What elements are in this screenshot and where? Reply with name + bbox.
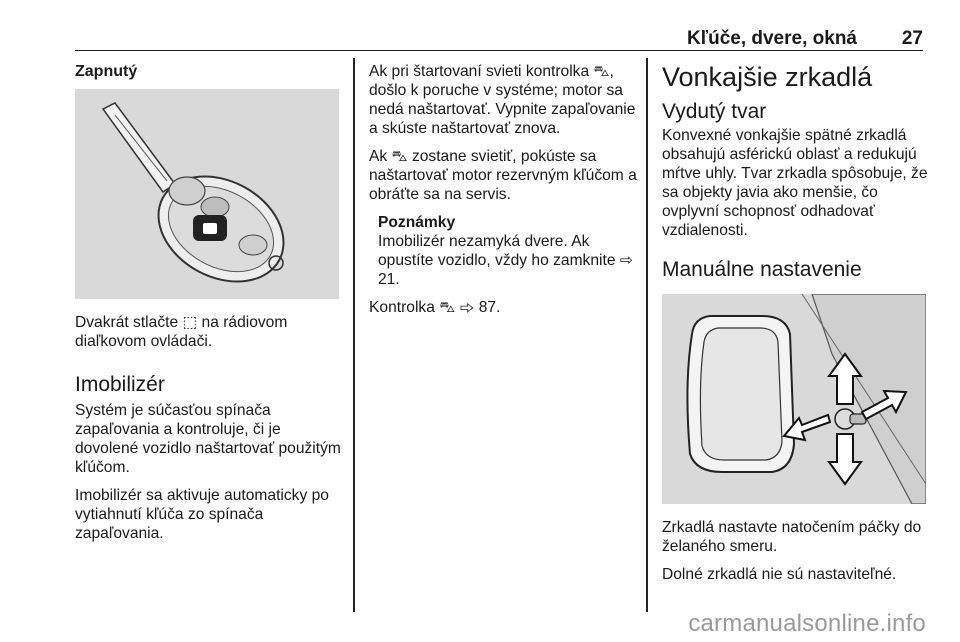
indicator-reference: Kontrolka ⛍ ⇨ 87. xyxy=(369,299,501,316)
immobilizer-paragraph-1: Systém je súčasťou spínača zapaľovania a kontroluje, či je dovolené vozidlo naštartovať použitým kľúčom. xyxy=(75,402,341,476)
immobilizer-paragraph-2: Imobilizér sa aktivuje automaticky po vytiahnutí kľúča zo spínača zapaľovania. xyxy=(75,487,329,542)
column-3 xyxy=(662,62,932,593)
column-2 xyxy=(369,62,637,326)
immobilizer-fault-paragraph: Ak pri štartovaní svieti kontrolka ⛍, došlo k poruche v systéme; motor sa nedá naštartovať. Vypnite zapaľovanie a skúste naštartovať znova. xyxy=(369,63,636,137)
note-box xyxy=(369,213,637,289)
key-fob-illustration xyxy=(75,89,339,299)
chapter-title: Kľúče, dvere, okná xyxy=(687,28,857,49)
page-number: 27 xyxy=(901,28,923,49)
column-divider xyxy=(353,58,355,612)
heading-on: Zapnutý xyxy=(75,63,138,80)
mirror-figure xyxy=(662,294,926,504)
note-text: Imobilizér nezamyká dvere. Ak opustíte vozidlo, vždy ho zamknite ⇨ 21. xyxy=(378,233,633,288)
press-instruction: Dvakrát stlačte ⬚ na rádiovom diaľkovom ovládači. xyxy=(75,314,288,350)
page-header xyxy=(75,28,923,51)
spare-key-paragraph: Ak ⛍ zostane svietiť, pokúste sa naštartovať motor rezervným kľúčom a obráťte sa na servis. xyxy=(369,148,637,203)
column-1 xyxy=(75,62,345,552)
manual-adjust-paragraph-2: Dolné zrkadlá nie sú nastaviteľné. xyxy=(662,566,897,583)
note-title: Poznámky xyxy=(378,214,456,231)
watermark: carmanualsonline.info xyxy=(688,610,926,637)
immobilizer-title: Imobilizér xyxy=(75,373,165,396)
section-title: Vonkajšie zrkadlá xyxy=(662,62,873,92)
convex-title: Vydutý tvar xyxy=(662,100,767,123)
key-fob-figure xyxy=(75,89,339,299)
manual-adjust-title: Manuálne nastavenie xyxy=(662,258,862,281)
manual-adjust-paragraph-1: Zrkadlá nastavte natočením páčky do želaného smeru. xyxy=(662,519,922,555)
column-divider xyxy=(646,58,648,612)
mirror-illustration xyxy=(662,294,926,504)
convex-text: Konvexné vonkajšie spätné zrkadlá obsahujú asférickú oblasť a redukujú mŕtve uhly. Tvar zrkadla spôsobuje, že sa objekty javia ako menšie, čo ovplyvní schopnosť odhadovať vzdialenosti. xyxy=(662,127,928,239)
